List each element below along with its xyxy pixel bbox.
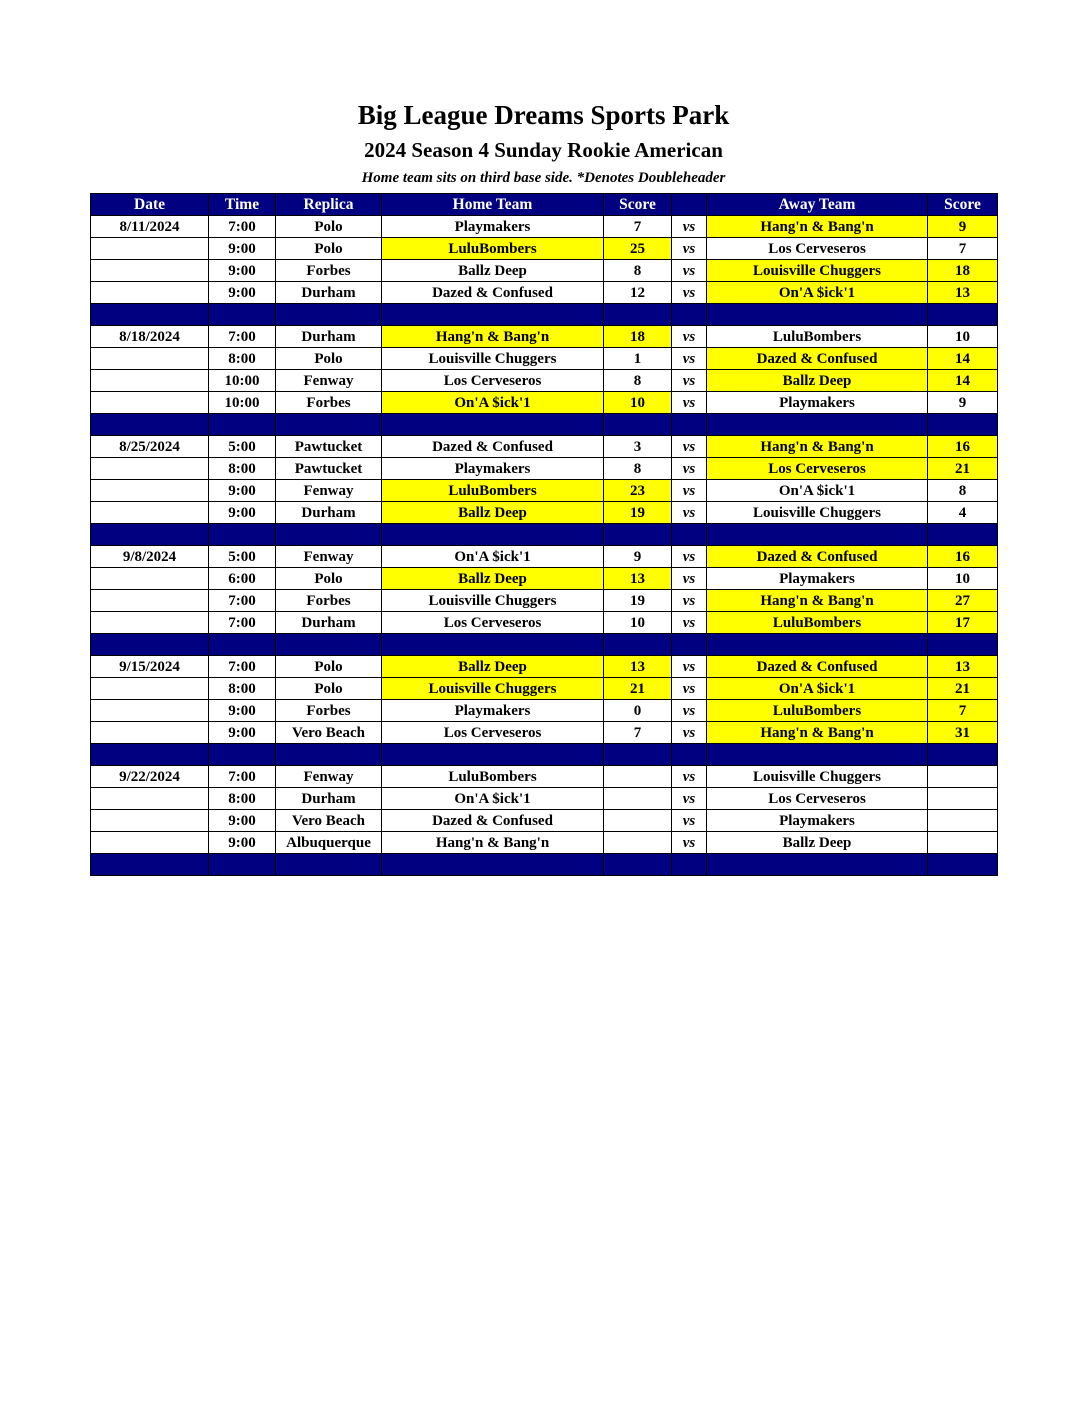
home-team: Ballz Deep [382, 568, 604, 590]
game-row [91, 326, 998, 348]
separator-cell [707, 524, 928, 546]
away-team: Ballz Deep [707, 832, 928, 854]
game-row [91, 568, 998, 590]
away-team: Playmakers [707, 810, 928, 832]
game-replica: Fenway [276, 766, 382, 788]
game-row [91, 810, 998, 832]
game-time: 9:00 [209, 480, 276, 502]
vs-label: vs [672, 392, 707, 414]
home-score: 3 [604, 436, 672, 458]
vs-label: vs [672, 370, 707, 392]
game-date: 8/18/2024 [91, 326, 209, 348]
away-score: 4 [928, 502, 998, 524]
game-row [91, 766, 998, 788]
vs-label: vs [672, 260, 707, 282]
away-team: Hang'n & Bang'n [707, 216, 928, 238]
separator-cell [91, 524, 209, 546]
away-team: Los Cerveseros [707, 238, 928, 260]
game-date [91, 810, 209, 832]
separator-cell [382, 304, 604, 326]
away-score: 31 [928, 722, 998, 744]
away-team: Los Cerveseros [707, 458, 928, 480]
game-time: 9:00 [209, 722, 276, 744]
away-score [928, 766, 998, 788]
home-team: LuluBombers [382, 480, 604, 502]
vs-label: vs [672, 788, 707, 810]
game-date [91, 678, 209, 700]
game-row [91, 502, 998, 524]
game-replica: Durham [276, 326, 382, 348]
separator-cell [707, 744, 928, 766]
away-score: 13 [928, 282, 998, 304]
game-date: 8/25/2024 [91, 436, 209, 458]
game-time: 8:00 [209, 458, 276, 480]
page-subtitle: 2024 Season 4 Sunday Rookie American [364, 138, 723, 162]
game-date [91, 590, 209, 612]
away-score: 18 [928, 260, 998, 282]
game-row [91, 700, 998, 722]
game-time: 7:00 [209, 656, 276, 678]
separator-cell [209, 634, 276, 656]
separator-cell [604, 414, 672, 436]
game-replica: Pawtucket [276, 458, 382, 480]
game-row [91, 458, 998, 480]
game-row [91, 260, 998, 282]
home-score: 8 [604, 458, 672, 480]
game-replica: Forbes [276, 590, 382, 612]
week-separator-row [91, 524, 998, 546]
home-score: 8 [604, 260, 672, 282]
game-replica: Forbes [276, 392, 382, 414]
game-row [91, 612, 998, 634]
away-team: On'A $ick'1 [707, 678, 928, 700]
week-separator-row [91, 634, 998, 656]
game-replica: Vero Beach [276, 810, 382, 832]
vs-label: vs [672, 326, 707, 348]
vs-label: vs [672, 436, 707, 458]
game-time: 9:00 [209, 282, 276, 304]
vs-label: vs [672, 612, 707, 634]
separator-cell [928, 524, 998, 546]
away-team: Los Cerveseros [707, 788, 928, 810]
home-team: Playmakers [382, 216, 604, 238]
separator-cell [672, 854, 707, 876]
away-score [928, 788, 998, 810]
away-score: 13 [928, 656, 998, 678]
home-team: Dazed & Confused [382, 810, 604, 832]
separator-cell [209, 304, 276, 326]
home-team: Dazed & Confused [382, 282, 604, 304]
away-team: Hang'n & Bang'n [707, 722, 928, 744]
home-team: On'A $ick'1 [382, 392, 604, 414]
game-time: 8:00 [209, 788, 276, 810]
game-time: 9:00 [209, 832, 276, 854]
col-header-away-score: Score [928, 194, 998, 216]
away-score: 9 [928, 392, 998, 414]
vs-label: vs [672, 238, 707, 260]
vs-label: vs [672, 348, 707, 370]
away-score: 9 [928, 216, 998, 238]
away-team: LuluBombers [707, 700, 928, 722]
separator-cell [672, 414, 707, 436]
col-header-away-team: Away Team [707, 194, 928, 216]
game-time: 8:00 [209, 348, 276, 370]
away-team: Playmakers [707, 568, 928, 590]
away-score: 17 [928, 612, 998, 634]
home-score: 0 [604, 700, 672, 722]
vs-label: vs [672, 656, 707, 678]
game-time: 10:00 [209, 370, 276, 392]
away-score: 10 [928, 326, 998, 348]
game-row [91, 238, 998, 260]
home-score: 10 [604, 392, 672, 414]
separator-cell [928, 744, 998, 766]
away-score: 10 [928, 568, 998, 590]
game-time: 8:00 [209, 678, 276, 700]
game-date: 9/15/2024 [91, 656, 209, 678]
col-header-date: Date [91, 194, 209, 216]
separator-cell [209, 744, 276, 766]
game-replica: Polo [276, 656, 382, 678]
game-replica: Polo [276, 678, 382, 700]
game-date [91, 238, 209, 260]
away-team: On'A $ick'1 [707, 480, 928, 502]
game-date [91, 502, 209, 524]
away-team: Hang'n & Bang'n [707, 590, 928, 612]
game-date: 9/22/2024 [91, 766, 209, 788]
vs-label: vs [672, 282, 707, 304]
separator-cell [604, 304, 672, 326]
separator-cell [382, 524, 604, 546]
home-score: 25 [604, 238, 672, 260]
game-date [91, 700, 209, 722]
vs-label: vs [672, 810, 707, 832]
home-score: 23 [604, 480, 672, 502]
home-team: Playmakers [382, 458, 604, 480]
game-replica: Durham [276, 788, 382, 810]
separator-cell [672, 524, 707, 546]
home-score [604, 766, 672, 788]
home-team: Los Cerveseros [382, 722, 604, 744]
game-date [91, 348, 209, 370]
game-date [91, 392, 209, 414]
home-score: 21 [604, 678, 672, 700]
home-team: On'A $ick'1 [382, 546, 604, 568]
game-time: 9:00 [209, 502, 276, 524]
game-row [91, 282, 998, 304]
game-time: 7:00 [209, 590, 276, 612]
vs-label: vs [672, 722, 707, 744]
vs-label: vs [672, 678, 707, 700]
separator-cell [928, 414, 998, 436]
home-team: Ballz Deep [382, 502, 604, 524]
game-date [91, 832, 209, 854]
vs-label: vs [672, 568, 707, 590]
separator-cell [672, 304, 707, 326]
game-row [91, 392, 998, 414]
col-header-home-score: Score [604, 194, 672, 216]
page-title: Big League Dreams Sports Park [357, 100, 730, 130]
away-team: Ballz Deep [707, 370, 928, 392]
game-time: 9:00 [209, 260, 276, 282]
game-time: 9:00 [209, 810, 276, 832]
week-separator-row [91, 304, 998, 326]
separator-cell [209, 524, 276, 546]
schedule-note: Home team sits on third base side. *Denotes Doubleheader [361, 170, 726, 186]
game-date [91, 260, 209, 282]
home-team: Hang'n & Bang'n [382, 832, 604, 854]
home-team: Louisville Chuggers [382, 348, 604, 370]
schedule-body [91, 216, 998, 876]
separator-cell [928, 634, 998, 656]
separator-cell [276, 414, 382, 436]
week-separator-row [91, 744, 998, 766]
game-replica: Forbes [276, 260, 382, 282]
game-date [91, 282, 209, 304]
away-score [928, 810, 998, 832]
game-row [91, 348, 998, 370]
away-score: 7 [928, 700, 998, 722]
away-score: 27 [928, 590, 998, 612]
separator-cell [672, 634, 707, 656]
away-score: 14 [928, 370, 998, 392]
game-replica: Polo [276, 568, 382, 590]
separator-cell [604, 524, 672, 546]
home-score: 1 [604, 348, 672, 370]
game-row [91, 722, 998, 744]
away-team: LuluBombers [707, 326, 928, 348]
col-header-replica: Replica [276, 194, 382, 216]
separator-cell [209, 854, 276, 876]
vs-label: vs [672, 458, 707, 480]
game-time: 7:00 [209, 216, 276, 238]
separator-cell [928, 304, 998, 326]
home-score: 13 [604, 568, 672, 590]
vs-label: vs [672, 766, 707, 788]
home-score [604, 810, 672, 832]
separator-cell [382, 414, 604, 436]
home-score: 7 [604, 216, 672, 238]
game-replica: Polo [276, 238, 382, 260]
game-replica: Polo [276, 348, 382, 370]
game-row [91, 546, 998, 568]
separator-cell [91, 744, 209, 766]
separator-cell [91, 634, 209, 656]
game-date [91, 568, 209, 590]
separator-cell [604, 634, 672, 656]
game-time: 5:00 [209, 546, 276, 568]
game-row [91, 436, 998, 458]
game-row [91, 788, 998, 810]
separator-cell [91, 414, 209, 436]
home-score: 19 [604, 590, 672, 612]
home-score: 9 [604, 546, 672, 568]
game-row [91, 480, 998, 502]
separator-cell [276, 304, 382, 326]
game-replica: Fenway [276, 370, 382, 392]
home-team: Dazed & Confused [382, 436, 604, 458]
week-separator-row [91, 854, 998, 876]
game-replica: Durham [276, 282, 382, 304]
away-team: Dazed & Confused [707, 546, 928, 568]
home-score: 18 [604, 326, 672, 348]
vs-label: vs [672, 832, 707, 854]
game-date [91, 458, 209, 480]
vs-label: vs [672, 546, 707, 568]
week-separator-row [91, 414, 998, 436]
home-score: 13 [604, 656, 672, 678]
away-team: Hang'n & Bang'n [707, 436, 928, 458]
home-team: Los Cerveseros [382, 612, 604, 634]
separator-cell [209, 414, 276, 436]
game-replica: Durham [276, 502, 382, 524]
vs-label: vs [672, 480, 707, 502]
game-date [91, 788, 209, 810]
home-team: Hang'n & Bang'n [382, 326, 604, 348]
game-time: 10:00 [209, 392, 276, 414]
away-score: 21 [928, 678, 998, 700]
vs-label: vs [672, 590, 707, 612]
game-time: 7:00 [209, 326, 276, 348]
game-replica: Pawtucket [276, 436, 382, 458]
game-row [91, 678, 998, 700]
game-date [91, 480, 209, 502]
game-time: 9:00 [209, 238, 276, 260]
col-header-time: Time [209, 194, 276, 216]
game-time: 7:00 [209, 612, 276, 634]
away-score: 21 [928, 458, 998, 480]
home-team: LuluBombers [382, 238, 604, 260]
separator-cell [276, 854, 382, 876]
home-team: Ballz Deep [382, 260, 604, 282]
separator-cell [91, 304, 209, 326]
away-team: Dazed & Confused [707, 348, 928, 370]
away-score: 16 [928, 436, 998, 458]
game-row [91, 590, 998, 612]
separator-cell [276, 744, 382, 766]
game-date [91, 612, 209, 634]
game-replica: Vero Beach [276, 722, 382, 744]
home-team: Louisville Chuggers [382, 678, 604, 700]
col-header-home-team: Home Team [382, 194, 604, 216]
game-replica: Fenway [276, 546, 382, 568]
away-team: Louisville Chuggers [707, 260, 928, 282]
game-row [91, 656, 998, 678]
away-score [928, 832, 998, 854]
home-team: Louisville Chuggers [382, 590, 604, 612]
game-time: 6:00 [209, 568, 276, 590]
separator-cell [604, 744, 672, 766]
game-replica: Durham [276, 612, 382, 634]
home-score [604, 832, 672, 854]
away-team: Playmakers [707, 392, 928, 414]
separator-cell [604, 854, 672, 876]
vs-label: vs [672, 700, 707, 722]
game-row [91, 832, 998, 854]
game-date [91, 370, 209, 392]
col-header-vs [672, 194, 707, 216]
home-team: Playmakers [382, 700, 604, 722]
game-replica: Fenway [276, 480, 382, 502]
game-date [91, 722, 209, 744]
game-row [91, 216, 998, 238]
home-team: Ballz Deep [382, 656, 604, 678]
game-time: 5:00 [209, 436, 276, 458]
away-score: 8 [928, 480, 998, 502]
separator-cell [707, 854, 928, 876]
game-time: 7:00 [209, 766, 276, 788]
game-date: 8/11/2024 [91, 216, 209, 238]
home-score: 12 [604, 282, 672, 304]
separator-cell [707, 304, 928, 326]
away-score: 14 [928, 348, 998, 370]
separator-cell [91, 854, 209, 876]
game-row [91, 370, 998, 392]
away-score: 16 [928, 546, 998, 568]
separator-cell [382, 634, 604, 656]
home-team: On'A $ick'1 [382, 788, 604, 810]
game-replica: Polo [276, 216, 382, 238]
away-team: On'A $ick'1 [707, 282, 928, 304]
separator-cell [382, 744, 604, 766]
away-score: 7 [928, 238, 998, 260]
schedule-table [90, 193, 998, 876]
vs-label: vs [672, 216, 707, 238]
separator-cell [707, 634, 928, 656]
game-date: 9/8/2024 [91, 546, 209, 568]
separator-cell [382, 854, 604, 876]
home-team: LuluBombers [382, 766, 604, 788]
away-team: Dazed & Confused [707, 656, 928, 678]
home-score: 7 [604, 722, 672, 744]
away-team: LuluBombers [707, 612, 928, 634]
header-row [91, 194, 998, 216]
vs-label: vs [672, 502, 707, 524]
separator-cell [928, 854, 998, 876]
separator-cell [672, 744, 707, 766]
game-replica: Albuquerque [276, 832, 382, 854]
home-score: 8 [604, 370, 672, 392]
home-team: Los Cerveseros [382, 370, 604, 392]
separator-cell [276, 524, 382, 546]
home-score: 19 [604, 502, 672, 524]
separator-cell [707, 414, 928, 436]
game-replica: Forbes [276, 700, 382, 722]
away-team: Louisville Chuggers [707, 502, 928, 524]
home-score [604, 788, 672, 810]
home-score: 10 [604, 612, 672, 634]
game-time: 9:00 [209, 700, 276, 722]
separator-cell [276, 634, 382, 656]
away-team: Louisville Chuggers [707, 766, 928, 788]
